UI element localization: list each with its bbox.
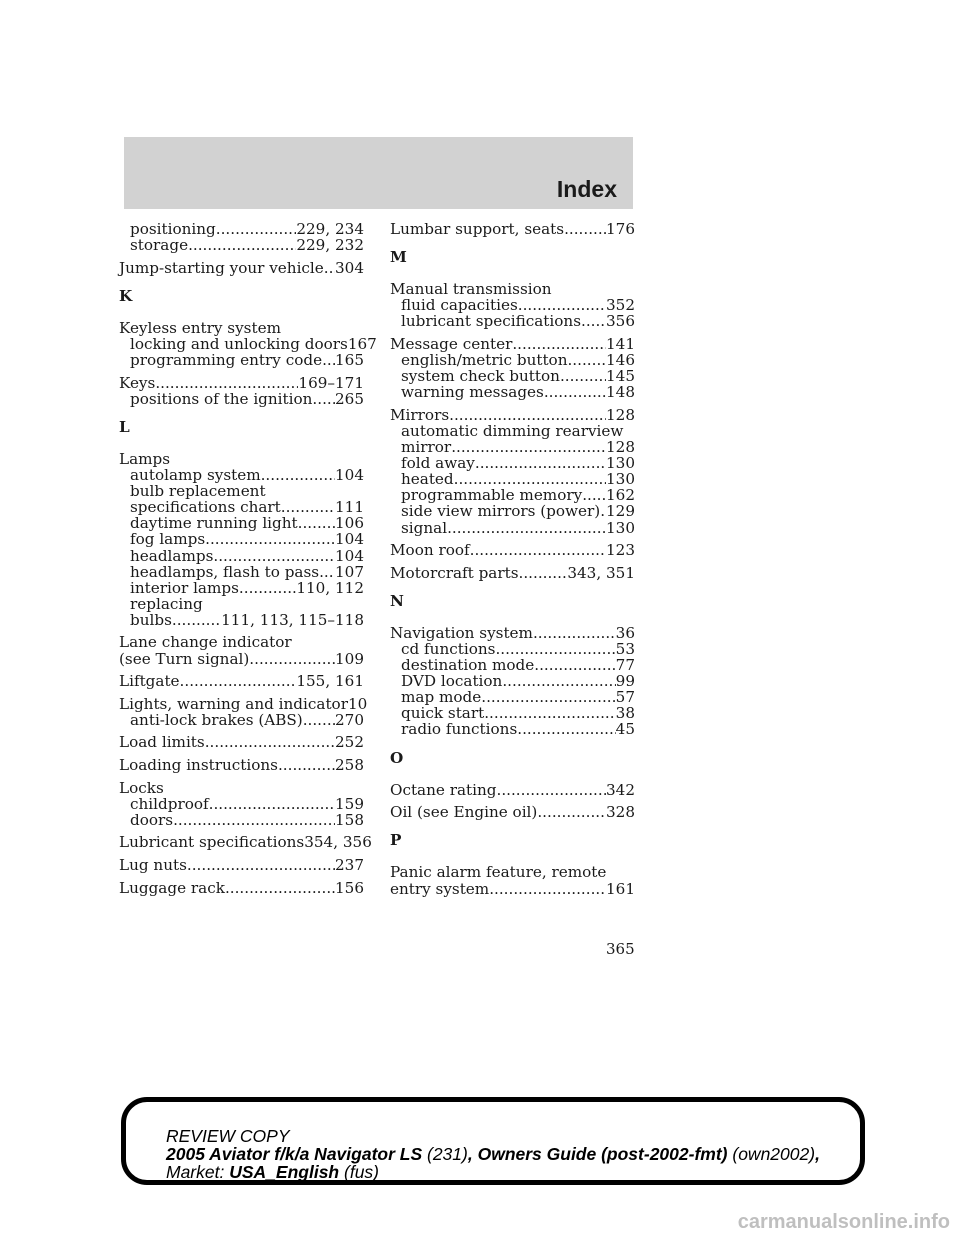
- dot-leader: [495, 641, 615, 657]
- page-ref: 258: [335, 756, 364, 775]
- index-subentry: [390, 423, 635, 439]
- entry-text: childproof: [130, 794, 209, 813]
- index-entry-line: [119, 734, 364, 750]
- entry-text: cd functions: [401, 639, 496, 658]
- index-subentry: [390, 313, 635, 329]
- dot-leader: [518, 297, 606, 313]
- dot-leader: [475, 455, 606, 471]
- entry-text: doors: [130, 810, 174, 829]
- page-ref: 107: [335, 562, 364, 581]
- index-entry-line: [119, 673, 364, 689]
- dot-leader: [298, 515, 335, 531]
- index-entry-line: [119, 780, 364, 796]
- page-ref: 104: [335, 530, 364, 549]
- index-letter-p: P: [390, 831, 402, 850]
- dot-leader: [560, 368, 606, 384]
- entry-text: Panic alarm feature, remote: [390, 863, 607, 882]
- page-ref: 162: [606, 486, 635, 505]
- dot-leader: [582, 487, 606, 503]
- entry-text: english/metric button: [401, 351, 568, 370]
- dot-leader: [497, 782, 607, 798]
- entry-text: mirror: [401, 438, 452, 457]
- page-number: 365: [606, 940, 635, 958]
- index-entry: [119, 734, 364, 750]
- index-entry-line: [119, 634, 364, 650]
- page-ref: 141: [606, 334, 635, 353]
- entry-text: DVD location: [401, 672, 503, 691]
- entry-text: destination mode: [401, 656, 535, 675]
- page-ref: 165: [335, 351, 364, 370]
- entry-text: headlamps, flash to pass: [130, 562, 320, 581]
- entry-text: Lane change indicator: [119, 633, 292, 652]
- page-ref: 38: [615, 704, 635, 723]
- index-entry-line: [390, 881, 635, 897]
- index-subentry: [119, 612, 364, 628]
- index-header-band: [124, 137, 633, 209]
- entry-text: Lumbar support, seats: [390, 220, 565, 238]
- page-ref: 252: [335, 733, 364, 752]
- index-entry: [390, 407, 635, 536]
- entry-text: anti-lock brakes (ABS): [130, 710, 303, 729]
- entry-text: headlamps: [130, 546, 214, 565]
- index-entry-line: [119, 857, 364, 873]
- page-ref: 328: [606, 803, 635, 822]
- index-subentry: [119, 796, 364, 812]
- page-ref: 10: [347, 694, 368, 713]
- dot-leader: [278, 757, 335, 773]
- page-ref: 129: [606, 502, 635, 521]
- index-entry: [390, 864, 635, 896]
- index-letter-o: O: [390, 748, 404, 767]
- dot-leader: [484, 705, 615, 721]
- dot-leader: [519, 565, 568, 581]
- entry-text: system check button: [401, 367, 560, 386]
- dot-leader: [188, 237, 296, 253]
- dot-leader: [517, 721, 615, 737]
- index-entry-line: [390, 864, 635, 880]
- dot-leader: [454, 471, 606, 487]
- page-ref: 106: [335, 514, 364, 533]
- page-ref: 161: [606, 879, 635, 898]
- page-ref: 176: [606, 220, 635, 238]
- index-entry-line: [119, 757, 364, 773]
- index-column-right: [390, 221, 635, 903]
- index-entry: [119, 833, 372, 852]
- entry-text: bulbs: [130, 610, 172, 629]
- index-entry-line: [390, 782, 635, 798]
- entry-text: Locks: [119, 778, 164, 797]
- dot-leader: [537, 804, 606, 820]
- index-entry: [390, 281, 635, 329]
- dot-leader: [470, 542, 606, 558]
- page-ref: 36: [615, 623, 635, 642]
- dot-leader: [187, 857, 335, 873]
- index-subentry: [119, 237, 364, 253]
- page-ref: 53: [615, 639, 635, 658]
- page-ref: 130: [606, 518, 635, 537]
- index-entry-line: [390, 221, 635, 237]
- entry-text: autolamp system: [130, 466, 261, 485]
- index-entry: [119, 780, 364, 828]
- entry-text: quick start: [401, 704, 485, 723]
- entry-text: fold away: [401, 454, 475, 473]
- dot-leader: [534, 657, 615, 673]
- index-subentry: [119, 334, 377, 353]
- index-entry-line: [119, 260, 364, 276]
- index-subentry: [390, 673, 635, 689]
- dot-leader: [213, 548, 335, 564]
- dot-leader: [180, 673, 297, 689]
- index-subentry: [119, 531, 364, 547]
- index-subentry: [119, 467, 364, 483]
- entry-text: replacing: [130, 594, 203, 613]
- index-letter-l: L: [119, 417, 130, 436]
- entry-text: signal: [401, 518, 448, 537]
- entry-text: storage: [130, 236, 189, 255]
- index-entry-line: [119, 375, 364, 391]
- index-entry: [390, 542, 635, 558]
- entry-text: locking and unlocking doors: [130, 334, 348, 353]
- dot-leader: [239, 580, 296, 596]
- dot-leader: [172, 612, 221, 628]
- page-ref: 111, 113, 115–118: [221, 610, 364, 629]
- index-subentry: [390, 384, 635, 400]
- index-entry-line: [390, 625, 635, 641]
- page-ref: 156: [335, 878, 364, 897]
- document-model-line: 2005 Aviator f/k/a Navigator LS (231), Owners Guide (post-2002-fmt) (own2002),: [166, 1144, 820, 1164]
- page-ref: 158: [335, 810, 364, 829]
- index-subentry: [119, 596, 364, 612]
- index-entry-line: [390, 565, 635, 581]
- dot-leader: [324, 260, 335, 276]
- dot-leader: [489, 881, 606, 897]
- index-subentry: [390, 721, 635, 737]
- entry-text: entry system: [390, 879, 490, 898]
- dot-leader: [447, 520, 606, 536]
- page-ref: 104: [335, 546, 364, 565]
- index-subentry: [390, 487, 635, 503]
- page-ref: 128: [606, 438, 635, 457]
- index-subentry: [119, 548, 364, 564]
- index-entry-line: [119, 880, 364, 896]
- dot-leader: [567, 352, 606, 368]
- entry-text: side view mirrors (power): [401, 502, 601, 521]
- index-entry-line: [390, 336, 635, 352]
- index-entry: [119, 673, 364, 689]
- dot-leader: [312, 391, 335, 407]
- index-letter-m: M: [390, 248, 407, 267]
- index-entry-line: [390, 804, 635, 820]
- index-entry: [119, 634, 364, 666]
- entry-text: Load limits: [119, 733, 205, 752]
- entry-text: Keys: [119, 373, 156, 392]
- page-ref: 145: [606, 367, 635, 386]
- page-ref: 130: [606, 470, 635, 489]
- index-entry: [390, 221, 635, 237]
- entry-text: Oil (see Engine oil): [390, 803, 538, 822]
- index-letter-k: K: [119, 286, 133, 305]
- page-ref: 104: [335, 466, 364, 485]
- dot-leader: [449, 407, 606, 423]
- dot-leader: [209, 796, 335, 812]
- index-title: Index: [556, 176, 617, 202]
- page-ref: 167: [347, 334, 377, 353]
- page-ref: 342: [606, 780, 635, 799]
- index-entry: [119, 318, 377, 370]
- entry-text: Lubricant specifications: [119, 833, 305, 852]
- page-ref: 148: [606, 383, 635, 402]
- entry-text: Octane rating: [390, 780, 497, 799]
- index-subentry: [390, 520, 635, 536]
- entry-text: (see Turn signal): [119, 649, 250, 668]
- page-ref: 343, 351: [567, 563, 635, 582]
- dot-leader: [155, 375, 298, 391]
- dot-leader: [173, 812, 335, 828]
- index-subentry: [390, 297, 635, 313]
- index-subentry: [390, 471, 635, 487]
- index-subentry: [390, 503, 635, 519]
- index-entry: [119, 757, 364, 773]
- index-entry-line: [390, 407, 635, 423]
- index-column-left: [119, 220, 377, 902]
- index-subentry: [119, 564, 364, 580]
- dot-leader: [319, 564, 335, 580]
- review-copy-text: [166, 1127, 866, 1181]
- page-ref: 77: [615, 656, 635, 675]
- index-subentry: [390, 439, 635, 455]
- page-ref: 159: [335, 794, 364, 813]
- entry-text: programmable memory: [401, 486, 583, 505]
- index-entry: [119, 451, 364, 628]
- entry-text: daytime running light: [130, 514, 298, 533]
- page-ref: 123: [606, 541, 635, 560]
- index-entry-line: [390, 281, 635, 297]
- index-subentry: [390, 455, 635, 471]
- entry-text: warning messages: [401, 383, 544, 402]
- dot-leader: [533, 625, 616, 641]
- index-entry: [390, 336, 635, 400]
- entry-text: map mode: [401, 688, 482, 707]
- page-ref: 130: [606, 454, 635, 473]
- index-subentry: [119, 483, 364, 499]
- index-subentry: [119, 499, 364, 515]
- index-entry: [119, 694, 368, 729]
- entry-text: automatic dimming rearview: [401, 421, 624, 440]
- entry-text: Mirrors: [390, 405, 450, 424]
- page-ref: 356: [606, 312, 635, 331]
- page-ref: 45: [615, 720, 635, 739]
- dot-leader: [205, 531, 335, 547]
- entry-text: programming entry code: [130, 351, 323, 370]
- index-subentry: [119, 580, 364, 596]
- index-subentry: [119, 515, 364, 531]
- page-ref: 229, 232: [296, 236, 364, 255]
- page-ref: 237: [335, 856, 364, 874]
- dot-leader: [205, 734, 335, 750]
- index-entry-line: [119, 694, 368, 713]
- entry-text: positions of the ignition: [130, 389, 313, 408]
- index-subentry: [390, 689, 635, 705]
- dot-leader: [261, 467, 335, 483]
- dot-leader: [502, 673, 615, 689]
- index-entry-line: [119, 320, 364, 336]
- page-ref: 146: [606, 351, 635, 370]
- dot-leader: [564, 221, 606, 237]
- page-ref: 155, 161: [296, 672, 364, 691]
- entry-text: bulb replacement: [130, 482, 266, 501]
- index-subentry: [119, 712, 364, 728]
- index-subentry: [390, 657, 635, 673]
- entry-text: positioning: [130, 220, 216, 238]
- dot-leader: [581, 313, 606, 329]
- entry-text: fluid capacities: [401, 296, 518, 315]
- document-market-line: Market: USA_English (fus): [166, 1162, 379, 1182]
- page-ref: 169–171: [298, 373, 364, 392]
- index-entry: [119, 857, 364, 873]
- entry-text: Lights, warning and indicator: [119, 694, 348, 713]
- index-entry-line: [390, 542, 635, 558]
- entry-text: Liftgate: [119, 672, 180, 691]
- page-ref: 304: [335, 258, 364, 277]
- entry-text: Manual transmission: [390, 280, 552, 299]
- entry-text: Lamps: [119, 449, 171, 468]
- entry-text: radio functions: [401, 720, 518, 739]
- page-ref: 110, 112: [296, 578, 364, 597]
- index-subentry: [119, 221, 364, 237]
- page-ref: 99: [615, 672, 635, 691]
- entry-text: interior lamps: [130, 578, 239, 597]
- review-copy-label: REVIEW COPY: [166, 1126, 290, 1146]
- index-entry-line: [119, 651, 364, 667]
- dot-leader: [303, 712, 335, 728]
- dot-leader: [481, 689, 615, 705]
- entry-text: Message center: [390, 334, 513, 353]
- index-subentry: [119, 352, 364, 368]
- index-subentry: [119, 391, 364, 407]
- page-ref: 109: [335, 649, 364, 668]
- dot-leader: [512, 336, 606, 352]
- index-entry: [390, 782, 635, 798]
- index-entry: [119, 260, 364, 276]
- index-subentry: [390, 368, 635, 384]
- entry-text: Luggage rack: [119, 878, 225, 897]
- entry-text: lubricant specifications: [401, 312, 581, 331]
- page-ref: 354, 356: [304, 833, 372, 852]
- page-ref: 128: [606, 405, 635, 424]
- page-ref: 352: [606, 296, 635, 315]
- entry-text: Motorcraft parts: [390, 563, 519, 582]
- entry-text: Moon roof: [390, 541, 470, 560]
- index-entry-line: [119, 833, 372, 852]
- dot-leader: [281, 499, 335, 515]
- dot-leader: [216, 221, 297, 237]
- index-entry: [119, 375, 364, 407]
- watermark: carmanualsonline.info: [737, 1211, 950, 1233]
- entry-text: Lug nuts: [119, 856, 187, 874]
- dot-leader: [544, 384, 606, 400]
- index-subentry: [390, 705, 635, 721]
- entry-text: Keyless entry system: [119, 318, 281, 337]
- index-entry: [119, 221, 364, 253]
- dot-leader: [451, 439, 606, 455]
- index-entry: [390, 625, 635, 738]
- index-entry: [390, 804, 635, 820]
- entry-text: Loading instructions: [119, 756, 278, 775]
- page-ref: 57: [615, 688, 635, 707]
- index-letter-n: N: [390, 591, 404, 610]
- page-ref: 265: [335, 389, 364, 408]
- dot-leader: [249, 651, 335, 667]
- page-ref: 270: [335, 710, 364, 729]
- entry-text: Jump-starting your vehicle: [119, 258, 324, 277]
- entry-text: fog lamps: [130, 530, 206, 549]
- index-entry: [390, 565, 635, 581]
- index-entry-line: [119, 451, 364, 467]
- dot-leader: [322, 352, 335, 368]
- dot-leader: [225, 880, 335, 896]
- entry-text: Navigation system: [390, 623, 533, 642]
- page-ref: 229, 234: [296, 220, 364, 238]
- index-subentry: [390, 641, 635, 657]
- index-entry: [119, 880, 364, 896]
- page-ref: 111: [335, 498, 364, 517]
- index-subentry: [119, 812, 364, 828]
- entry-text: specifications chart: [130, 498, 281, 517]
- index-subentry: [390, 352, 635, 368]
- entry-text: heated: [401, 470, 454, 489]
